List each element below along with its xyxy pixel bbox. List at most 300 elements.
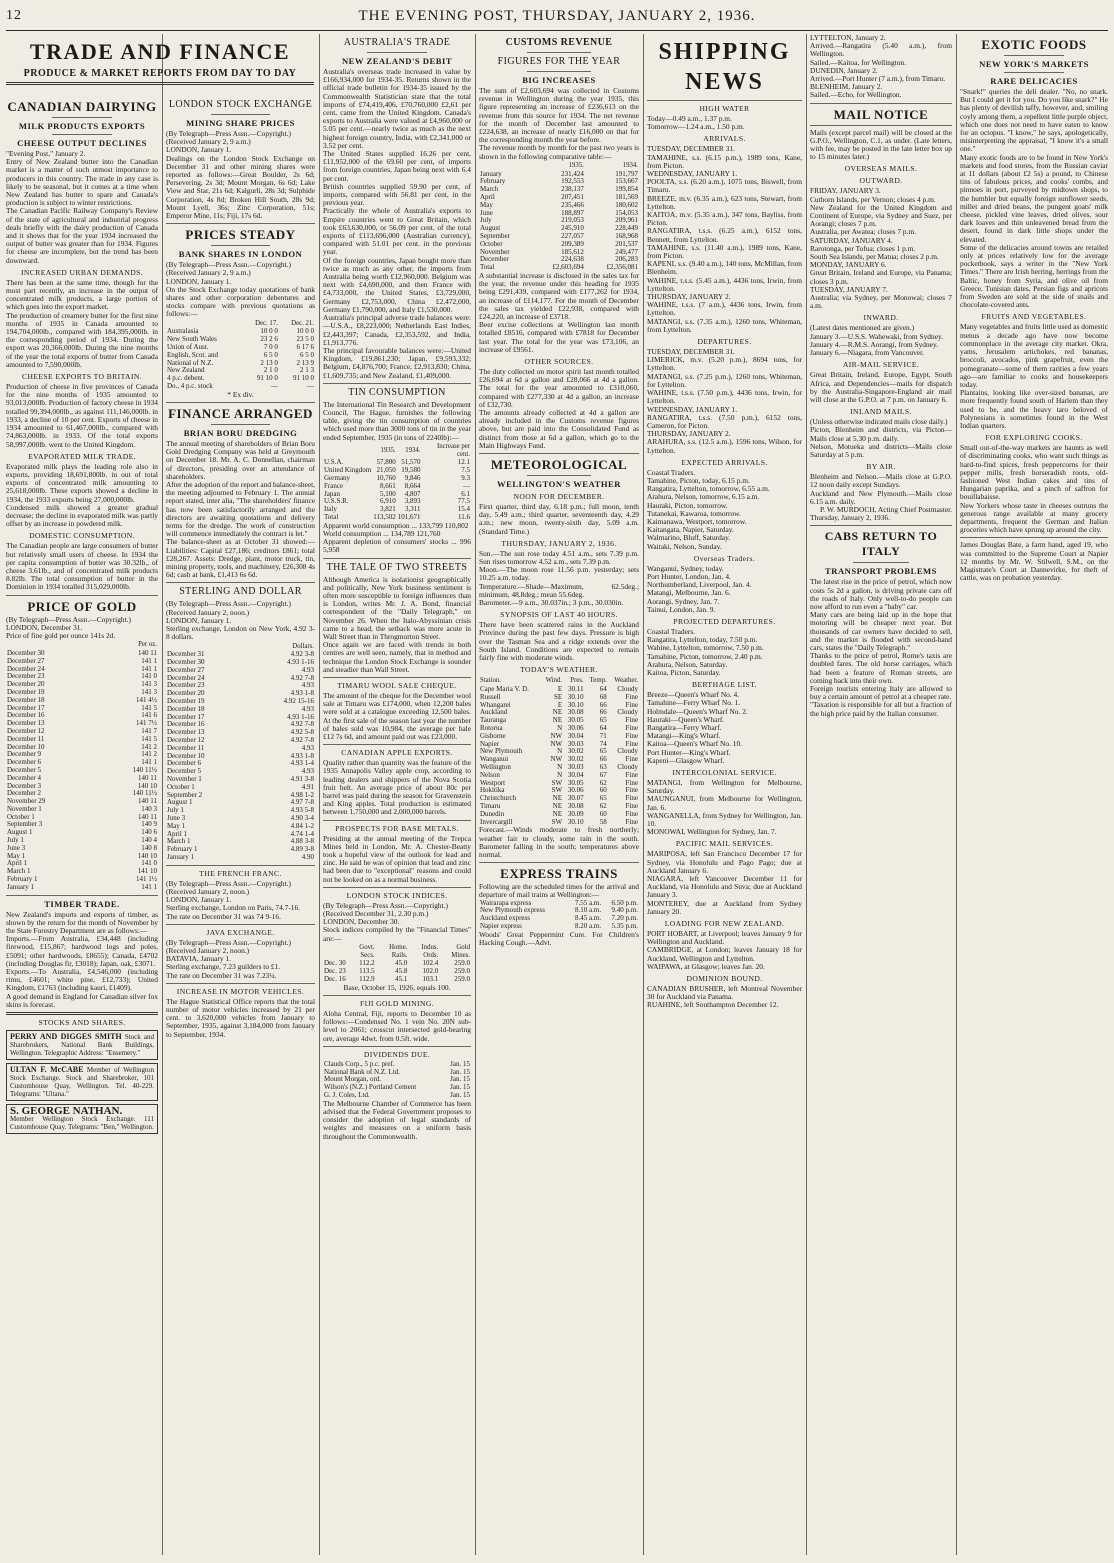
table-cell: 23 2 6 — [260, 335, 278, 344]
table-cell: December 3 — [7, 781, 42, 790]
table-cell: Auckland — [480, 708, 508, 717]
table-cell: November 1 — [167, 775, 202, 784]
table-cell: 30.06 — [567, 786, 584, 795]
column-1 — [6, 96, 158, 1555]
cabs-italy-article: The latest rise in the price of petrol, which now costs 5s 2d a gallon, is driving private cars off the roads of Italy. Only well-to-do people can now afford to run even a "baby" car. Many cars are being laid up in the hope that motoring will be cheaper next year. But thousands of car owners have decided to sell, and the market is flooded with second-hand cars, states the "Daily Telegraph." Thanks to the price of petrol, Rome's taxis are doubled fares. The old horse carriages, which had been a feature of Roman streets, are coming back into their own. Foreign tourists entering Italy are allowed to buy a certain amount of petrol at a cheaper rate. "Taxation is responsible for all but a fraction of the high price paid by the Italian consumer. — [810, 577, 952, 718]
gold-col-head: Per oz. — [138, 641, 157, 649]
table-cell: New South Wales — [167, 335, 217, 344]
table-cell: 12.1 — [457, 458, 470, 467]
table-cell: December 6 — [167, 759, 202, 768]
bank-shares-table — [166, 319, 315, 391]
meteorological-head: METEOROLOGICAL — [490, 457, 628, 473]
gold-price-row — [6, 853, 158, 861]
table-cell: 19,580 — [401, 466, 421, 475]
sterling-article: (By Telegraph—Press Assn.—Copyright.) (Received January 2, noon.) LONDON, January 1. Sterling exchange, London on New York, 4.92 3-8 dollars. — [166, 599, 315, 642]
table-cell: Fine — [625, 739, 638, 748]
advert-text: Stock and Sharebrokers, National Bank Buildings, Wellington. Telegraphic Address: "Ensemery." — [10, 1033, 154, 1058]
table-cell: 180,602 — [615, 200, 638, 209]
table-cell: June — [480, 208, 493, 217]
coastal-reports: LYTTELTON, January 2. Arrived.—Rangatira (5.40 a.m.), from Wellington. Sailed.—Kaitoa, for Wellington. DUNEDIN, January 2. Arrived.—Port Hunter (7 a.m.), from Timaru. BLENHEIM, January 2. Sailed.—Echo, for Wellington. — [810, 33, 952, 100]
table-cell: E — [557, 700, 563, 709]
table-cell: 8,661 — [380, 481, 396, 490]
tin-table — [323, 442, 471, 522]
table-cell: 235,466 — [561, 200, 584, 209]
table-cell: 4.89 3-8 — [290, 845, 314, 854]
table-cell: December 18 — [7, 695, 45, 704]
table-cell: 103.1 — [422, 975, 439, 984]
table-cell: 9.3 — [461, 473, 470, 482]
table-cell: 4.93 1-16 — [287, 712, 314, 721]
table-cell: 4.92 7-8 — [290, 673, 314, 682]
column-header: Station. — [480, 677, 501, 685]
table-cell: 64 — [599, 685, 607, 694]
table-cell: 71 — [599, 731, 607, 740]
table-cell: Christchurch — [480, 794, 517, 803]
table-cell: May 1 — [167, 821, 186, 830]
table-cell: 30.06 — [567, 724, 584, 733]
table-cell: — — [270, 382, 278, 391]
table-cell: October 1 — [167, 782, 195, 791]
table-cell: NE — [552, 802, 563, 811]
table-cell: 201,537 — [615, 239, 638, 248]
table-cell: Whangarei — [480, 700, 511, 709]
trade-finance-headline: TRADE AND FINANCE — [29, 39, 291, 64]
table-cell: 10,760 — [376, 473, 396, 482]
table-cell: 4.92 15-16 — [283, 697, 314, 706]
apple-exports-article: Quality rather than quantity was the feature of the 1935 Annapolis Valley apple crop, according to leading dealers and shippers of the Nova Scotia fruit belt. An average price of about 80c per barrel was paid during the season for Gravenstein and King apples. Total production is estimated between 1,750,000 and 2,000,000 barrels. — [323, 758, 473, 817]
table-cell: 5,100 — [380, 489, 396, 498]
table-cell: 11.6 — [458, 512, 470, 521]
column-6 — [810, 34, 952, 1555]
table-cell: 4.93 — [301, 743, 314, 752]
table-cell: 227,057 — [561, 232, 584, 240]
projected-list: Coastal Traders. Rangatira, Lyttelton, today, 7.50 p.m. Wahine, Lyttelton, tomorrow, 7.50 p.m. Tamahine, Picton, tomorrow, 2.40 p.m. Arahura, Nelson, Saturday. Kaitoa, Picton, Saturday. — [647, 626, 764, 677]
table-cell: 6,910 — [380, 497, 396, 506]
table-cell: 7.55 a.m. — [575, 898, 602, 907]
table-cell: 21,050 — [376, 466, 396, 475]
motor-vehicles-article: The Hague Statistical Office reports that the total number of motor vehicles increased by 21 per cent. to 3,620,000 vehicles from January to September, 1935, against 3,184,000 from January to September, 1934. — [166, 996, 317, 1039]
table-cell: 4.93 — [301, 681, 314, 690]
table-cell: December 23 — [167, 681, 205, 690]
table-cell: Jan. 15 — [450, 1083, 470, 1092]
table-cell: December 18 — [167, 704, 205, 713]
table-cell: 45.0 — [395, 959, 408, 968]
table-cell: Fine — [625, 770, 638, 779]
base-metals-head: PROSPECTS FOR BASE METALS. — [335, 823, 459, 833]
table-cell: November 29 — [7, 797, 46, 806]
table-cell: — — [463, 481, 470, 490]
postmaster-signature: P. W. MURDOCH, Acting Chief Postmaster. — [819, 504, 952, 514]
table-cell: 4 p.c. debent. — [167, 374, 205, 383]
dominion-bound-head: DOMINION BOUND. — [686, 974, 763, 984]
table-cell: 192,553 — [561, 177, 584, 186]
table-cell: 249,477 — [615, 247, 638, 256]
table-cell: 154,053 — [615, 208, 638, 217]
table-cell: SE — [553, 692, 563, 701]
column-4 — [479, 34, 639, 1555]
table-cell: November — [480, 247, 510, 256]
table-cell: Dec. 30 — [324, 959, 346, 968]
other-sources-head: OTHER SOURCES. — [524, 357, 594, 367]
table-cell: £2,603,694 — [552, 263, 584, 272]
australia-trade-head: AUSTRALIA'S TRADE — [343, 37, 451, 48]
exotic-foods-head: EXOTIC FOODS — [981, 37, 1087, 52]
table-cell: 2 1 3 — [300, 366, 314, 375]
table-cell: December 2 — [7, 789, 42, 798]
dividends-table — [323, 1061, 471, 1100]
table-cell: New Zealand — [167, 366, 205, 375]
masthead-title: THE EVENING POST, THURSDAY, JANUARY 2, 1936. — [358, 8, 756, 24]
column-header — [323, 943, 347, 961]
table-cell: 66 — [599, 700, 607, 709]
table-cell: 4.91 3-8 — [290, 775, 314, 784]
column-header: Weather. — [614, 677, 638, 685]
table-cell: Jan. 15 — [450, 1091, 470, 1100]
todays-weather-head: TODAY'S WEATHER. — [520, 665, 598, 675]
table-cell: December 13 — [167, 728, 205, 737]
express-trains-article: Following are the scheduled times for the arrival and departure of mail trains at Wellington:— — [479, 882, 641, 900]
table-cell: Total — [480, 263, 495, 272]
table-cell: December 27 — [7, 656, 45, 665]
table-cell: N — [557, 763, 563, 772]
table-cell: 141 1 — [141, 656, 157, 665]
table-cell: 4.93 1-8 — [290, 751, 314, 760]
table-cell: 140 11 — [138, 812, 157, 821]
fiji-gold-head: FIJI GOLD MINING. — [359, 999, 435, 1009]
inland-mails-article: (Unless otherwise indicated mails close daily.) Picton, Blenheim and districts, via Picton—Mails close at 5.30 p.m. daily. Nelson, Motueka and districts—Mails close Saturday at 5 p.m. — [810, 417, 952, 459]
column-header: 1935. — [380, 446, 396, 454]
table-cell: 259.0 — [454, 959, 470, 968]
transport-problems-subhead: TRANSPORT PROBLEMS — [825, 566, 937, 577]
table-cell: National of N.Z. — [167, 358, 214, 367]
table-cell: 140 11 — [138, 797, 157, 806]
advert-name: S. GEORGE NATHAN. — [10, 1105, 123, 1118]
table-cell: February — [480, 177, 506, 186]
table-cell: Fine — [625, 809, 638, 818]
column-header — [323, 442, 372, 460]
table-cell: 30.03 — [567, 739, 584, 748]
french-franc-head: THE FRENCH FRANC. — [199, 868, 282, 878]
table-cell: December 5 — [167, 767, 202, 776]
table-cell: N — [557, 747, 563, 756]
table-cell: 15.4 — [457, 505, 470, 514]
mining-article: (By Telegraph—Press Assn.—Copyright.) (Received January 2, 9 a.m.) LONDON, January 1. Dealings on the London Stock Exchange on December 31 and other mining shares were reported as follows:—Great Boulder, 2s 6d; Persevering, 2s 3d; Mount Morgan, 6s 6d; Lake View and Star, 21s 6d; Kalgurli, 28s 3d; Sulphide Corporation, 4s 8d; Broken Hill South, 28s 9d; Mount Lyell, 36s; Zinc Corporation, 51s; Emperor Mine, 11s; Fiji, 17s 6d. — [166, 129, 315, 221]
table-cell: Fine — [625, 786, 638, 795]
finance-article: The annual meeting of shareholders of Brian Boru Gold Dredging Company was held at Greymouth on December 18. Mr. A. C. Donnellan, chairman of directors, presiding over an attendance of shareholders. After the adoption of the report and balance-sheet, the meeting adjourned to February 1. The annual report stated, inter alia, "The shareholders' finance has now been satisfactorily arranged and the directors are awaiting quotations and delivery terms for the dredge. The work of construction will commence immediately the contract is let." — [166, 439, 315, 539]
high-water-article: Today—0.49 a.m., 1.37 p.m. Tomorrow—1.24 a.m., 1.50 p.m. — [647, 114, 745, 132]
table-cell: 140 10 — [137, 781, 157, 790]
dollar-col-head: Dollars. — [292, 642, 314, 650]
table-cell: 140 6 — [141, 828, 157, 837]
table-cell: January 1 — [7, 882, 35, 891]
table-cell: 4.97 7-8 — [290, 798, 314, 807]
table-cell: Invercargill — [480, 817, 513, 826]
dividends-head: DIVIDENDS DUE. — [363, 1049, 431, 1059]
table-cell: June 3 — [7, 843, 26, 852]
nz-debit-subhead: NEW ZEALAND'S DEBIT — [341, 56, 453, 66]
table-cell: 4.92 7-8 — [290, 720, 314, 729]
table-cell: Fine — [625, 724, 638, 733]
table-cell: June 3 — [167, 814, 186, 823]
table-cell: 8.45 a.m. — [575, 914, 602, 923]
table-cell: 141 0 — [141, 859, 157, 868]
advert-text: Member Wellington Stock Exchange. 111 Customhouse Quay. Telegrams: "Ben," Wellington. — [10, 1115, 154, 1132]
table-cell: Union of Aust. — [167, 343, 209, 352]
thursday-article: Sun.—The sun rose today 4.51 a.m., sets 7.39 p.m. Sun rises tomorrow 4.52 a.m., sets 7.39 p.m. Moon.—The moon rose 11.56 p.m. yesterday; sets 10.25 a.m. today. Temperature.—Shade—Maximum, 62.5deg.; minimum, 48.8deg.; mean 55.6deg. Barometer.—9 a.m., 30.037in.; 3 p.m., 30.030in. — [479, 548, 639, 608]
table-cell: May — [480, 200, 493, 209]
column-header: Govt. Secs. — [359, 943, 375, 959]
table-cell: 141 10 — [137, 867, 157, 876]
table-cell: France — [324, 481, 344, 490]
table-cell: December 24 — [7, 664, 45, 673]
finance-article-2: The balance-sheet as at October 31 showed:—Liabilities: Capital £27,186; creditors £861; total £28,267. Assets: Dredge, plant, motor truck, tin, mining property, tools, and machinery, £26,308 4s 6d; cash at bank, £1,413 6s 6d. — [166, 537, 317, 580]
table-cell: Fine — [625, 794, 638, 803]
other-sources-article: The duty collected on motor spirit last month totalled £26,694 at 6d a gallon and £28,066 at 4d a gallon. The total for the year amounted to £310,060, compared with £277,330 at 4d a gallon, an increase of £32,730. The amounts already collected at 4d a gallon are already included in the Customs revenue figures above, but are paid into the Consolidated Fund as distinct from those at 6d a gallon, which go to the Main Highways Fund. — [479, 367, 639, 450]
tin-row — [323, 475, 471, 483]
table-cell: U.S.A. — [324, 458, 344, 467]
table-cell: September 2 — [167, 790, 203, 799]
court-article: James Douglas Bate, a farm hand, aged 19, who was committed to the Supreme Court at Napier 12 months by Mr. W. Stilwell, S.M., on the Magistrate's Court at Dannevirke, for theft of cattle, was on probation yesterday. — [960, 540, 1110, 583]
intercolonial-head: INTERCOLONIAL SERVICE. — [672, 768, 777, 778]
evap-article: Evaporated milk plays the leading role also in exports, providing 18,691,800lb. in out of total exports of concentrated milk amounting to 25,618,000lb. These exports showed a decline in 1934, the 1933 exports being 27,000,000lb. Condensed milk showed a greater gradual decrease; the decline in evaporated milk was partly offset by an increase in powdered milk. — [6, 461, 158, 529]
table-cell: — — [307, 382, 314, 391]
table-cell: 30.08 — [567, 708, 584, 717]
gold-headline: PRICE OF GOLD — [27, 598, 137, 614]
tin-row — [323, 483, 471, 491]
by-air-article: Blenheim and Nelson.—Mails close at G.P.O. 12 noon daily except Sundays. Auckland and New Plymouth.—Mails close 6.15 a.m. daily. — [810, 472, 952, 506]
cabs-italy-head: CABS RETURN TO ITALY — [824, 529, 938, 559]
table-cell: 30.02 — [567, 747, 584, 756]
table-cell: Napier express — [480, 922, 522, 931]
table-cell: 5.35 p.m. — [611, 922, 638, 931]
bank-note: * Ex div. — [227, 389, 254, 399]
table-cell: April 1 — [167, 829, 188, 838]
table-cell: 141 1 — [141, 758, 157, 767]
table-cell: December — [480, 255, 509, 264]
table-cell: January — [480, 169, 502, 178]
table-cell: 181,569 — [615, 193, 638, 202]
table-cell: February 1 — [7, 875, 38, 884]
table-cell: 4.93 — [301, 767, 314, 776]
table-cell: 30.03 — [567, 763, 584, 772]
column-header: Dec. 21. — [291, 319, 314, 327]
table-cell: December 10 — [167, 751, 205, 760]
table-cell: 168,968 — [615, 232, 638, 240]
table-cell: 7.5 — [461, 466, 470, 475]
table-cell: 141 4½ — [136, 695, 157, 704]
table-cell: Wanganui — [480, 755, 509, 764]
table-cell: 4.92 7-8 — [290, 736, 314, 745]
stock-indices-table — [323, 943, 471, 984]
table-cell: 228,449 — [615, 224, 638, 233]
column-header: Home. Rails. — [389, 943, 408, 959]
table-cell: 112.9 — [359, 975, 375, 984]
table-cell: 141 5 — [141, 703, 157, 712]
evap-head: EVAPORATED MILK TRADE. — [28, 451, 136, 461]
gold-price-row — [6, 845, 158, 853]
table-cell: 4.93 1-4 — [290, 759, 314, 768]
table-cell: 66 — [599, 708, 607, 717]
advert-name: PERRY AND DIGGES SMITH — [10, 1032, 122, 1042]
mail-notice-date: Thursday, January 2, 1936. — [810, 513, 890, 523]
expected-head: EXPECTED ARRIVALS. — [681, 457, 768, 467]
gold-price-row — [6, 829, 158, 837]
table-cell: 4.92 3-8 — [290, 650, 314, 659]
column-rule — [475, 34, 476, 1555]
table-cell: NE — [552, 794, 563, 803]
table-cell: NE — [552, 809, 563, 818]
tin-consumption-head: TIN CONSUMPTION — [348, 386, 446, 398]
advert-name: ULTAN F. McCABE — [10, 1065, 84, 1075]
table-cell: 141 5 — [141, 734, 157, 743]
table-cell: NW — [550, 731, 563, 740]
table-cell: 4.93 5-8 — [290, 806, 314, 815]
two-streets-head: THE TALE OF TWO STREETS — [326, 561, 468, 573]
table-cell: Jan. 15 — [450, 1059, 470, 1068]
intercolonial-list: MATANGI, from Wellington for Melbourne, Saturday. MAUNGANUI, from Melbourne for Wellington, Jan. 6. WANGANELLA, from Sydney for Wellington, Jan. 10. MONOWAI, Wellington for Sydney, Jan. 7. — [647, 778, 802, 837]
table-cell: 9.40 p.m. — [611, 906, 638, 915]
tin-row — [323, 498, 471, 506]
customs-subhead-2: BIG INCREASES — [522, 75, 596, 85]
column-header: Indus. Ords. — [421, 943, 439, 959]
table-cell: December 11 — [167, 743, 205, 752]
column-3 — [323, 34, 471, 1555]
table-cell: 141 1 — [141, 882, 157, 891]
java-exchange-head: JAVA EXCHANGE. — [206, 927, 275, 937]
exploring-cooks-article: Small out-of-the-way markets are haunts as well of discriminating cooks, who want such things as hard-to-find spices, fresh peppercorns for their pepper mills, fresh horseradish roots, old-fashioned West Indian cakes and tins of Hungarian paprika, and a pinch of saffron for bouillabaisse. New Yorkers whose taste in cheeses outruns the generous range available at many grocery departments, frequent the German and Italian groceries which have sprung up around the city. — [960, 443, 1108, 535]
column-5 — [647, 34, 802, 1555]
table-cell: 3,311 — [405, 505, 421, 514]
trade-finance-banner — [6, 38, 314, 88]
table-cell: 74 — [599, 739, 607, 748]
table-cell: 4.90 — [301, 853, 314, 862]
table-cell: 30.05 — [567, 778, 584, 787]
table-cell: 199,854 — [615, 185, 638, 194]
table-cell: Fine — [625, 817, 638, 826]
table-cell: December 12 — [7, 726, 45, 735]
finance-arranged-head: FINANCE ARRANGED — [168, 406, 313, 422]
table-cell: United Kingdom — [324, 466, 372, 475]
gold-price-table — [6, 640, 158, 892]
column-7 — [960, 34, 1108, 1555]
air-mail-head: AIR-MAIL SERVICE. — [842, 360, 920, 370]
table-cell: 45.8 — [395, 967, 408, 976]
mail-notice-article: Mails (except parcel mail) will be closed at the G.P.O., Wellington, C.1, as under. (Late letters, with fee, may be posted in the late letter box up to 15 minutes later.) — [810, 127, 954, 162]
dairy-subhead-2: CHEESE OUTPUT DECLINES — [17, 138, 147, 148]
table-cell: 30.10 — [567, 692, 584, 701]
base-metals-article: Presiding at the annual meeting of the Trepca Mines held in London, Mr. A. Chester-Beatty took a hopeful view of the outlook for lead and zinc. He said he was of opinion that lead and zinc had been due to "exceptional" reasons and could not be looked on as a normal business. — [323, 833, 473, 884]
table-cell: Dec. 16 — [324, 975, 346, 984]
java-exchange-article: (By Telegraph—Press Assn.—Copyright.) (Received January 2, noon.) BATAVIA, January 1. Sterling exchange, 7.23 guilders to £1. The rate on December 31 was 7.23¼. — [166, 937, 291, 980]
table-cell: 64 — [599, 724, 607, 733]
table-cell: 141 3 — [141, 687, 157, 696]
table-cell: New Plymouth express — [480, 906, 545, 915]
table-cell: 141 7½ — [136, 719, 157, 728]
table-cell: 30.09 — [567, 809, 584, 818]
table-cell: 6 17 6 — [296, 343, 314, 352]
table-cell: 62 — [599, 778, 607, 787]
table-cell: December 17 — [7, 703, 45, 712]
table-cell: 140 4 — [141, 836, 157, 845]
table-cell: December 17 — [167, 712, 205, 721]
table-cell: 140 8 — [141, 843, 157, 852]
table-cell: December 19 — [167, 697, 205, 706]
table-cell: 141 6 — [141, 711, 157, 720]
table-cell: 77.5 — [457, 497, 470, 506]
table-cell: 4.74 1-4 — [290, 829, 314, 838]
expected-list: Coastal Traders. Tamahine, Picton, today, 6.15 p.m. Rangatira, Lyttelton, tomorrow, 6.55 a.m. Arahura, Nelson, tomorrow, 6.15 a.m. Hauraki, Picton, tomorrow. Tutanekai, Kawaroa, tomorrow. Kaimanawa, Westport, tomorrow. Kaitangata, Napier, Saturday. Walmarino, Bluff, Saturday. Waitaki, Nelson, Sunday. — [647, 467, 770, 551]
table-cell: December 11 — [7, 734, 45, 743]
pacific-head: PACIFIC MAIL SERVICES. — [675, 839, 774, 849]
table-cell: SW — [551, 817, 563, 826]
departures-list: TUESDAY, DECEMBER 31. LIMERICK, m.v. (5.20 p.m.), 8694 tons, for Lyttelton. MATANGI, s.s. (7.25 p.m.), 1260 tons, Whiteman, for Lyttelton. WAHINE, t.s.s. (7.50 p.m.), 4436 tons, Irwin, for Lyttelton. WEDNESDAY, JANUARY 1. RANGATIRA, t.s.s. (7.50 p.m.), 6152 tons, Cameron, for Picton. THURSDAY, JANUARY 2. ARAHURA, s.s. (12.5 a.m.), 1596 tons, Wilson, for Lyttelton. — [647, 347, 802, 455]
table-cell: U.S.S.R. — [324, 497, 349, 506]
table-cell: January 1 — [167, 853, 195, 862]
table-cell: Jan. 15 — [450, 1075, 470, 1084]
loading-nz-head: LOADING FOR NEW ZEALAND. — [664, 919, 785, 929]
table-cell: 3,893 — [404, 497, 421, 506]
table-cell: December 19 — [7, 687, 45, 696]
table-cell: Cloudy — [617, 763, 638, 772]
table-cell: 66 — [599, 755, 607, 764]
table-cell: Russell — [480, 692, 501, 701]
table-cell: 112.2 — [359, 959, 375, 968]
arrivals-head: ARRIVALS. — [703, 134, 746, 144]
table-cell: Total — [324, 512, 339, 521]
table-cell: 30.02 — [567, 755, 584, 764]
table-cell: 8,664 — [404, 481, 421, 490]
table-cell: 185,612 — [561, 247, 584, 256]
table-cell: Germany — [324, 473, 351, 482]
revenue-table — [479, 161, 639, 272]
table-cell: 65 — [599, 716, 607, 725]
table-cell: August — [480, 224, 501, 233]
column-header: Wind. — [545, 677, 563, 685]
table-cell: Cloudy — [617, 747, 638, 756]
table-cell: 4.93 — [301, 665, 314, 674]
table-cell: Australasia — [167, 327, 199, 336]
outward-subhead: OUTWARD. — [859, 176, 903, 186]
table-cell: October 1 — [7, 812, 35, 821]
table-cell: Rotorua — [480, 724, 503, 733]
table-cell: 4.90 3-4 — [290, 814, 314, 823]
table-cell: 140 10 — [137, 851, 157, 860]
table-cell: March 1 — [167, 837, 191, 846]
table-cell: 245,910 — [561, 224, 584, 233]
table-cell: August 1 — [167, 798, 193, 807]
stocks-head: STOCKS AND SHARES. — [38, 1018, 126, 1028]
table-cell: 113,502 — [373, 512, 396, 521]
stock-indices-head: LONDON STOCK INDICES. — [346, 890, 448, 900]
table-cell: 102.4 — [422, 959, 439, 968]
table-cell: October — [480, 239, 503, 248]
column-header: Increase per cent. — [436, 442, 470, 458]
woods-advert: Woods' Great Peppermint Cure. For Children's Hacking Cough.—Advt. — [479, 929, 641, 948]
table-cell: December 23 — [7, 672, 45, 681]
express-trains-table — [479, 900, 639, 931]
exotic-foods-article: "Snark!" queries the deli dealer. "No, no snark. But I could get it for you. Do you like snark?" He has plenty of devilish taffy, however, and, smiling coyly among them, a repellent little purple object, which one does not need to have eaten to know for an octopus. "I know," he says, apologetically, misinterpreting the appraisal, "I know it's a small one." Many exotic foods are to be found in New York's markets and food stores, from the Russian caviar at 11 dollars (about £2 5s) a pound, to Chinese tins of fabulous prices, and cooks' combs, and pinnoes in port, purveyed by midtown shops, to the humbler but equally foreign sunflower seeds, millet and dried beans, the pungent goats' milk cheese, pickled vine leaves, dried olives, sour dark loaves and thin unleavened bread from the desert, found in dark little shops under the elevated. Some of the delicacies around towns are retailed only at prices relatively low for the average pocketbook, says a writer in the "New York Times." There are Irish herring, herrings from the Baltic, honey from Syria, and olive oil from Greece. Tunisian dates, Persian figs and apricots from Sweden are sold at the side of snails and chocolate-covered ants. — [960, 87, 1108, 310]
overseas-traders-list: Wanganui, Sydney, today. Port Hunter, London, Jan. 4. Northumberland, Liverpool, Jan. 4. Matangi, Melbourne, Jan. 6. Aorangi, Sydney, Jan. 7. Tainui, London, Jan. 9. — [647, 563, 752, 614]
table-cell: 7 0 0 — [263, 343, 278, 352]
table-cell: Wilson's (N.Z.) Portland Cement — [324, 1083, 417, 1092]
table-cell: 91 10 0 — [256, 374, 278, 383]
advert-nathan — [6, 1104, 158, 1134]
column-rule — [319, 34, 320, 1555]
mining-subhead: MINING SHARE PRICES — [186, 118, 295, 128]
table-cell: NW — [550, 755, 563, 764]
outward-mails-list: FRIDAY, JANUARY 3. Cuthorn Islands, per Vernon; closes 4 p.m. New Zealand for the United Kingdom and Continent of Europe, via Sydney and Suez, per Aorangi; closes 7 p.m. Australia, per Awatea; closes 7 p.m. SATURDAY, JANUARY 4. Rarotonga, per Tofua; closes 1 p.m. South Sea Islands, per Matua; closes 2 p.m. MONDAY, JANUARY 6. Great Britain, Ireland and Europe, via Panama; closes 3 p.m. TUESDAY, JANUARY 7. Australia; via Sydney, per Monowai; closes 7 a.m. — [810, 186, 952, 311]
table-cell: Auckland express — [480, 914, 530, 923]
